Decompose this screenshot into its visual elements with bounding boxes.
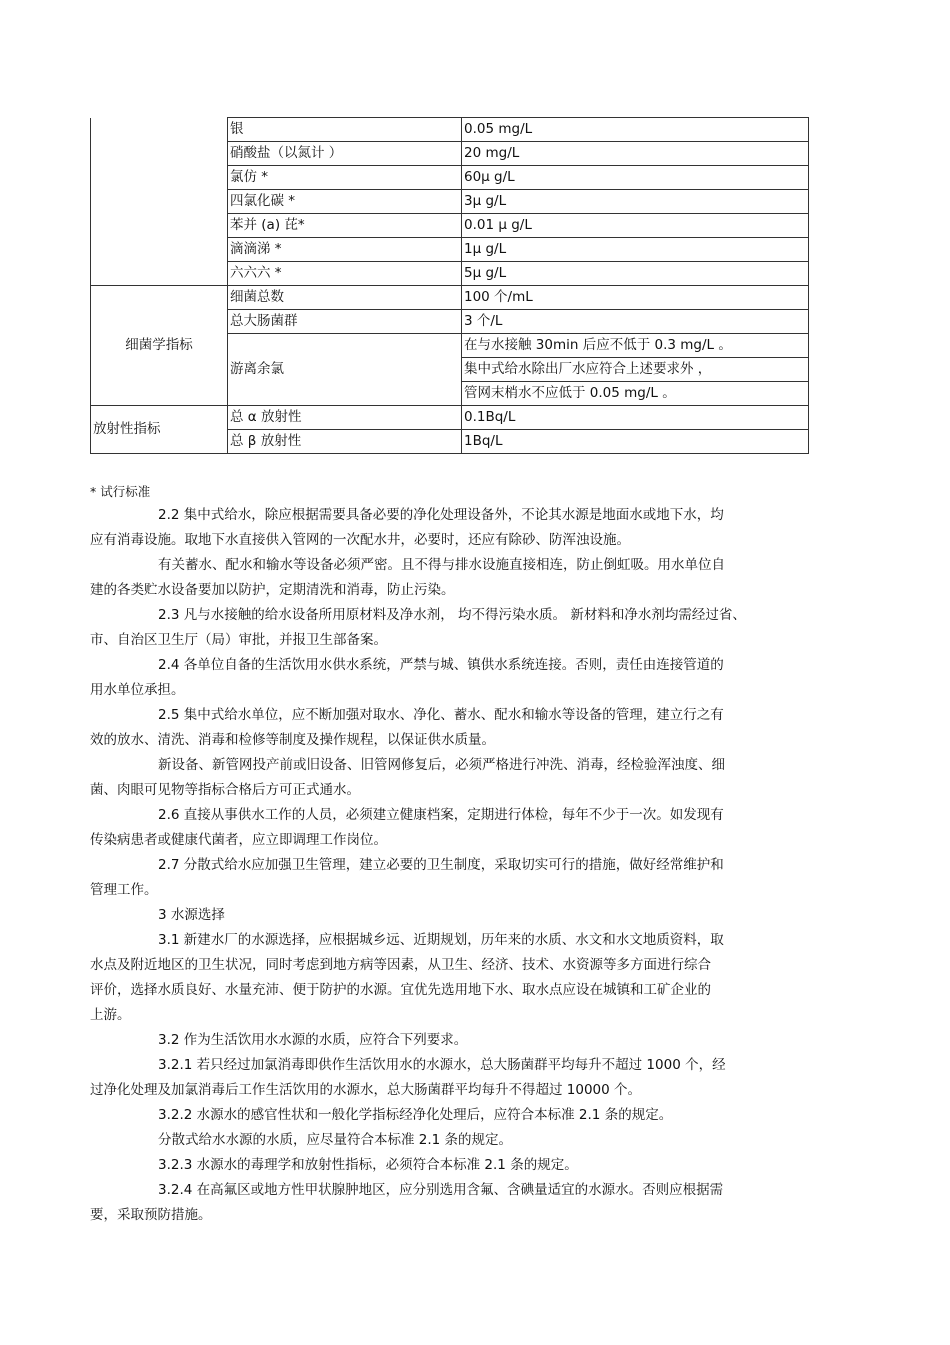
item-cell: 苯并 (a) 芘* xyxy=(228,214,462,238)
table-row xyxy=(91,118,809,142)
paragraph-line: 有关蓄水、配水和输水等设备必须严密。且不得与排水设施直接相连，防止倒虹吸。用水单位自 xyxy=(158,557,725,573)
item-cell: 氯仿 * xyxy=(228,166,462,190)
item-cell: 四氯化碳 * xyxy=(228,190,462,214)
paragraph-line: 3.2.4 在高氟区或地方性甲状腺肿地区，应分别选用含氟、含碘量适宜的水源水。否则应根据需 xyxy=(158,1182,724,1198)
paragraph-line: 2.4 各单位自备的生活饮用水供水系统，严禁与城、镇供水系统连接。否则，责任由连接管道的 xyxy=(158,657,724,673)
item-cell: 银 xyxy=(228,118,462,142)
item-cell: 总 β 放射性 xyxy=(228,430,462,454)
paragraph-line: 3.1 新建水厂的水源选择，应根据城乡远、近期规划，历年来的水质、水文和水文地质资料，取 xyxy=(158,932,724,948)
limit-cell: 60μ g/L xyxy=(462,166,809,190)
limit-cell: 0.01 μ g/L xyxy=(462,214,809,238)
limit-cell: 1μ g/L xyxy=(462,238,809,262)
table-row xyxy=(91,406,809,430)
limit-cell: 20 mg/L xyxy=(462,142,809,166)
category-cell-bacteriological: 细菌学指标 xyxy=(91,286,228,406)
water-quality-table xyxy=(90,117,809,454)
paragraph-line: 新设备、新管网投产前或旧设备、旧管网修复后，必须严格进行冲洗、消毒，经检验浑浊度、细 xyxy=(158,757,725,773)
paragraph-line: 2.3 凡与水接触的给水设备所用原材料及净水剂， 均不得污染水质。 新材料和净水剂均需经过省、 xyxy=(158,607,746,623)
paragraph-line: 传染病患者或健康代菌者，应立即调理工作岗位。 xyxy=(90,832,387,848)
item-cell: 细菌总数 xyxy=(228,286,462,310)
paragraph-line: 过净化处理及加氯消毒后工作生活饮用的水源水，总大肠菌群平均每升不得超过 10000 个。 xyxy=(90,1082,642,1098)
body-text xyxy=(90,503,860,1228)
category-cell-radioactivity: 放射性指标 xyxy=(91,406,228,454)
paragraph-line: 效的放水、清洗、消毒和检修等制度及操作规程，以保证供水质量。 xyxy=(90,732,495,748)
paragraph-line: 3.2 作为生活饮用水水源的水质，应符合下列要求。 xyxy=(158,1032,468,1048)
item-cell: 滴滴涕 * xyxy=(228,238,462,262)
limit-cell: 3μ g/L xyxy=(462,190,809,214)
paragraph-line: 3.2.3 水源水的毒理学和放射性指标，必须符合本标准 2.1 条的规定。 xyxy=(158,1157,578,1173)
paragraph-line: 3.2.1 若只经过加氯消毒即供作生活饮用水的水源水，总大肠菌群平均每升不超过 1000 个，经 xyxy=(158,1057,726,1073)
paragraph-line: 2.7 分散式给水应加强卫生管理，建立必要的卫生制度，采取切实可行的措施，做好经常维护和 xyxy=(158,857,724,873)
paragraph-line: 2.2 集中式给水，除应根据需要具备必要的净化处理设备外，不论其水源是地面水或地下水，均 xyxy=(158,507,724,523)
limit-cell: 100 个/mL xyxy=(462,286,809,310)
paragraph-line: 3.2.2 水源水的感官性状和一般化学指标经净化处理后，应符合本标准 2.1 条的规定。 xyxy=(158,1107,673,1123)
item-cell-chlorine: 游离余氯 xyxy=(228,334,462,406)
limit-cell: 在与水接触 30min 后应不低于 0.3 mg/L 。 xyxy=(462,334,809,358)
limit-cell: 集中式给水除出厂水应符合上述要求外 ， xyxy=(462,358,809,382)
paragraph-line: 3 水源选择 xyxy=(158,907,225,923)
paragraph-line: 2.6 直接从事供水工作的人员，必须建立健康档案，定期进行体检，每年不少于一次。如发现有 xyxy=(158,807,724,823)
paragraph-line: 2.5 集中式给水单位，应不断加强对取水、净化、蓄水、配水和输水等设备的管理，建立行之有 xyxy=(158,707,724,723)
paragraph-line: 建的各类贮水设备要加以防护，定期清洗和消毒，防止污染。 xyxy=(90,582,455,598)
paragraph-line: 应有消毒设施。取地下水直接供入管网的一次配水井，必要时，还应有除砂、防浑浊设施。 xyxy=(90,532,630,548)
limit-cell: 5μ g/L xyxy=(462,262,809,286)
paragraph-line: 用水单位承担。 xyxy=(90,682,185,698)
paragraph-line: 市、自治区卫生厅（局）审批，并报卫生部备案。 xyxy=(90,632,387,648)
limit-cell: 1Bq/L xyxy=(462,430,809,454)
item-cell: 硝酸盐（以氮计 ） xyxy=(228,142,462,166)
paragraph-line: 管理工作。 xyxy=(90,882,158,898)
category-cell-continued xyxy=(91,118,228,286)
table-row xyxy=(91,286,809,310)
limit-cell: 0.1Bq/L xyxy=(462,406,809,430)
footnote: * 试行标准 xyxy=(90,484,151,499)
water-quality-table-body xyxy=(91,118,809,454)
limit-cell: 3 个/L xyxy=(462,310,809,334)
limit-cell: 0.05 mg/L xyxy=(462,118,809,142)
item-cell: 总大肠菌群 xyxy=(228,310,462,334)
paragraph-line: 要，采取预防措施。 xyxy=(90,1207,212,1223)
paragraph-line: 评价，选择水质良好、水量充沛、便于防护的水源。宜优先选用地下水、取水点应设在城镇和工矿企业的 xyxy=(90,982,711,998)
paragraph-line: 分散式给水水源的水质，应尽量符合本标准 2.1 条的规定。 xyxy=(158,1132,513,1148)
paragraph-line: 上游。 xyxy=(90,1007,131,1023)
item-cell: 总 α 放射性 xyxy=(228,406,462,430)
item-cell: 六六六 * xyxy=(228,262,462,286)
paragraph-line: 水点及附近地区的卫生状况，同时考虑到地方病等因素，从卫生、经济、技术、水资源等多方面进行综合 xyxy=(90,957,711,973)
paragraph-line: 菌、肉眼可见物等指标合格后方可正式通水。 xyxy=(90,782,360,798)
limit-cell: 管网末梢水不应低于 0.05 mg/L 。 xyxy=(462,382,809,406)
